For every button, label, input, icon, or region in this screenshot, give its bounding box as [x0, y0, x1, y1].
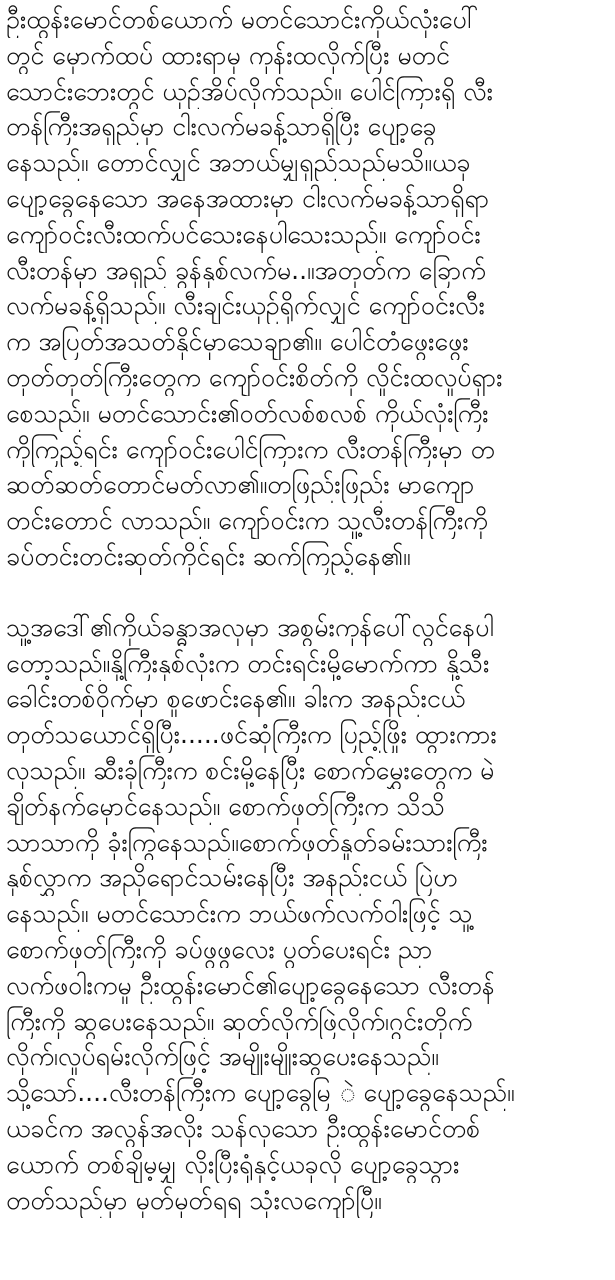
- paragraph-1: [6, 2, 605, 575]
- text-line: နေသည်။ မတင်သောင်းက ဘယ်ဖက်လက်ဝါးဖြင့် သူ့: [6, 899, 473, 929]
- text-line: တော့သည်။နို့ကြီးနှစ်လုံးက တင်းရင်းမို့မောက်ကာ နို့သီး: [6, 648, 490, 678]
- text-line: ဦးထွန်းမောင်တစ်ယောက် မတင်သောင်းကိုယ်လုံးပေါ်: [6, 5, 478, 34]
- text-line: လက်ဖဝါးကမူ ဦးထွန်းမောင်၏ပျော့ခွေနေသော လီးတန်: [6, 970, 495, 1000]
- text-line: နှစ်လွှာက အညိုရောင်သမ်းနေပြီး အနည်းငယ် ပြဲဟ: [6, 863, 458, 893]
- text-line: တန်ကြီးအရှည်မှာ ငါးလက်မခန့်သာရှိပြီး ပျော့ခွေ: [6, 112, 437, 142]
- text-line: လှသည်။ ဆီးခုံကြီးက စင်းမို့နေပြီး စောက်မွှေးတွေက မဲ: [6, 755, 495, 785]
- text-line: တုတ်တုတ်ကြီးတွေက ကျော်ဝင်းစိတ်ကို လှိုင်းထလှုပ်ရှား: [6, 362, 503, 392]
- text-line: နေသည်။ တောင်လျှင် အဘယ်မျှရှည်သည်မသိ။ယခု: [6, 148, 471, 178]
- text-line: သို့သော်....လီးတန်ကြီးက ပျော့ခွေမြ ဲ ပျော့ခွေနေသည်။: [6, 1078, 515, 1108]
- text-line: တင်းတောင် လာသည်။ ကျော်ဝင်းက သူ့လီးတန်ကြီးကို: [6, 506, 488, 536]
- text-line: ဆတ်ဆတ်တောင်မတ်လာ၏။တဖြည်းဖြည်း မာကျော: [6, 470, 475, 500]
- text-line: သောင်းဘေးတွင် ယှဉ်အိပ်လိုက်သည်။ ပေါင်ကြားရှိ လီး: [6, 76, 493, 106]
- text-line: ခေါင်းတစ်ဝိုက်မှာ စူဖောင်းနေ၏။ ခါးက အနည်းငယ်: [6, 684, 465, 714]
- text-line: တွင် မှောက်ထပ် ထားရာမှ ကုန်းထလိုက်ပြီး မတင်: [6, 40, 450, 70]
- text-line: လိုက်၊လှုပ်ရမ်းလိုက်ဖြင့် အမျိုးမျိုးဆွပေးနေသည်။: [6, 1042, 439, 1072]
- text-line: ပျော့ခွေနေသော အနေအထားမှာ ငါးလက်မခန့်သာရှိရာ: [6, 183, 490, 213]
- text-line: ယခင်က အလွန်အလိုး သန်လှသော ဦးထွန်းမောင်တစ်: [6, 1113, 481, 1143]
- text-line: ကိုကြည့်ရင်း ကျော်ဝင်းပေါင်ကြားက လီးတန်ကြီးမှာ တ: [6, 434, 495, 464]
- text-line: ကျော်ဝင်းလီးထက်ပင်သေးနေပါသေးသည်။ ကျော်ဝင်း: [6, 219, 481, 249]
- text-line: တုတ်သယောင်ရှိပြီး.....ဖင်ဆုံကြီးက ပြည့်ဖြိုး ထွားကား: [6, 720, 497, 750]
- text-line: စောက်ဖုတ်ကြီးကို ခပ်ဖွဖွလေး ပွတ်ပေးရင်း ညာ: [6, 934, 433, 964]
- text-line: လီးတန်မှာ အရှည် ခွန်နှစ်လက်မ..။အတုတ်က ခြောက်: [6, 255, 486, 285]
- text-line: ကြီးကို ဆွပေးနေသည်။ ဆုတ်လိုက်ဖြဲလိုက်၊ဂွင်းတိုက်: [6, 1006, 473, 1036]
- text-line: စေသည်။ မတင်သောင်း၏ဝတ်လစ်စလစ် ကိုယ်လုံးကြီး: [6, 398, 489, 428]
- text-line: ယောက် တစ်ချိမ့မျှ လိုးပြီးရုံနှင့်ယခုလို ပျော့ခွေသွား: [6, 1149, 460, 1179]
- text-line: သာသာကို ခုံးကြွနေသည်။စောက်ဖုတ်နှုတ်ခမ်းသားကြီး: [6, 827, 488, 857]
- text-line: ချိတ်နက်မှောင်နေသည်။ စောက်ဖုတ်ကြီးက သိသိ: [6, 791, 445, 821]
- paragraph-2: [6, 610, 605, 1219]
- text-line: တတ်သည်မှာ မှတ်မှတ်ရရ သုံးလကျော်ပြီ။: [6, 1185, 382, 1215]
- text-line: သူ့အဒေါ်၏ကိုယ်ခန္ဓာအလှမှာ အစွမ်းကုန်ပေါ်လွင်နေပါ: [6, 612, 494, 642]
- text-line: ခပ်တင်းတင်းဆုတ်ကိုင်ရင်း ဆက်ကြည့်နေ၏။: [6, 541, 411, 571]
- text-line: က အပြတ်အသတ်နိုင်မှာသေချာ၏။ ပေါင်တံဖွေးဖွေး: [6, 327, 469, 357]
- paragraph-spacer: [6, 575, 605, 610]
- text-line: လက်မခန့်ရှိသည်။ လီးချင်းယှဉ်ရိုက်လျှင် ကျော်ဝင်းလီး: [6, 291, 485, 321]
